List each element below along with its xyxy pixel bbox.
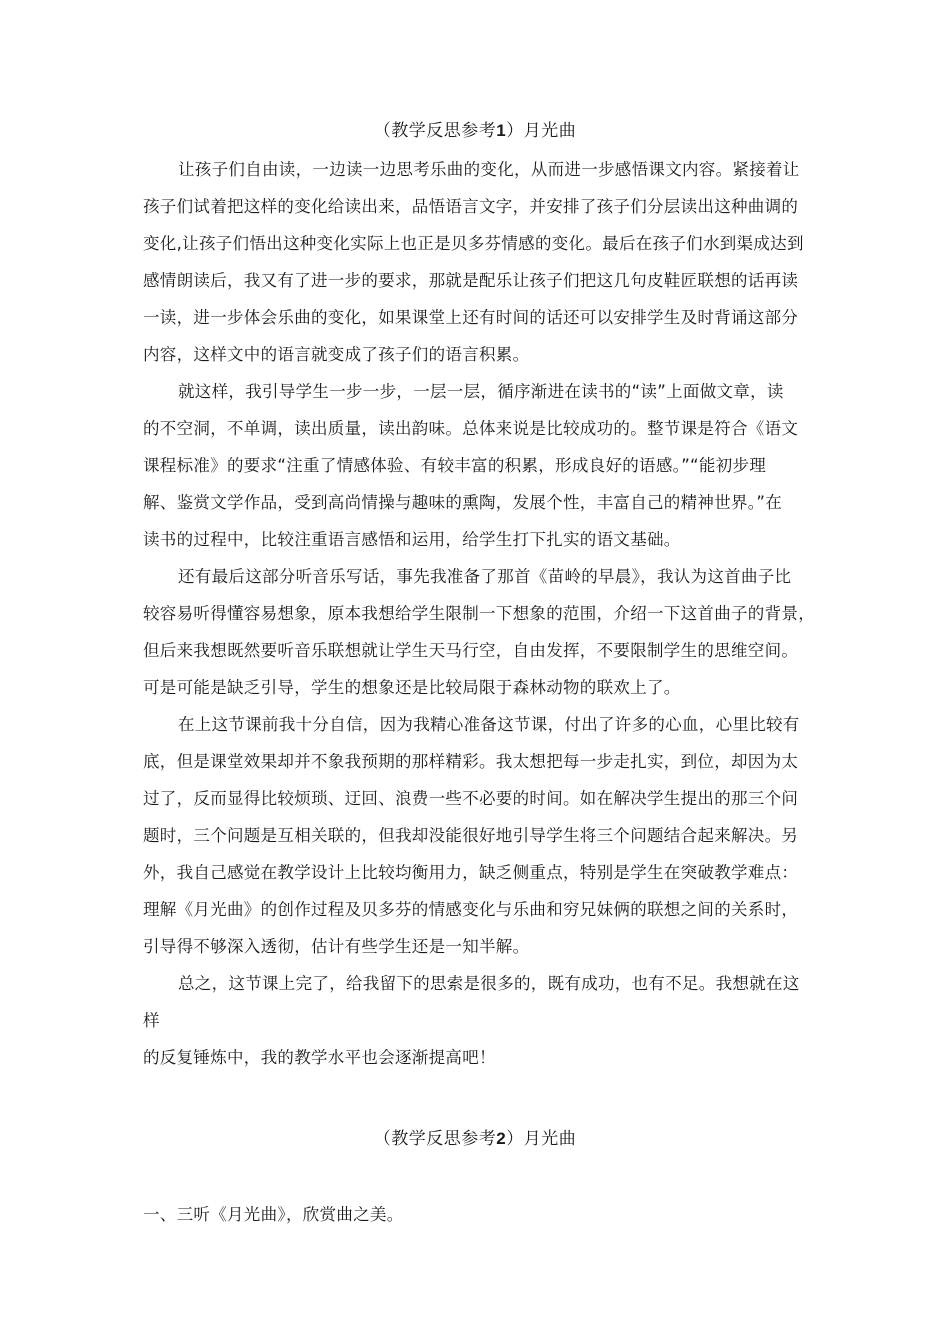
- p1-line: 感情朗读后，我又有了进一步的要求，那就是配乐让孩子们把这几句皮鞋匠联想的话再读: [143, 271, 799, 290]
- p1-line: 变化,让孩子们悟出这种变化实际上也正是贝多芬情感的变化。最后在孩子们水到渠成达到: [143, 234, 804, 253]
- p1-line: 内容，这样文中的语言就变成了孩子们的语言积累。: [143, 345, 530, 364]
- p4-line: 在上这节课前我十分自信，因为我精心准备这节课，付出了许多的心血，心里比较有: [178, 715, 800, 734]
- section2-body: [143, 1196, 809, 1233]
- p5-line: 的反复锤炼中，我的教学水平也会逐渐提高吧！: [143, 1048, 496, 1067]
- p4-line: 理解《月光曲》的创作过程及贝多芬的情感变化与乐曲和穷兄妹俩的联想之间的关系时，: [143, 900, 799, 919]
- p4-line: 底，但是课堂效果却并不象我预期的那样精彩。我太想把每一步走扎实，到位，却因为太: [143, 752, 799, 771]
- section2-title: （教学反思参考2）月光曲: [373, 1129, 577, 1149]
- p5-line: 样: [143, 1011, 160, 1030]
- p3-line: 可是可能是缺乏引导，学生的想象还是比较局限于森林动物的联欢上了。: [143, 678, 681, 697]
- p2-line: 就这样，我引导学生一步一步，一层一层，循序渐进在读书的“读”上面做文章，读: [178, 382, 784, 401]
- p2-line: 课程标准》的要求“注重了情感体验、有较丰富的积累，形成良好的语感。”“能初步理: [143, 456, 767, 475]
- p3-line: 较容易听得懂容易想象，原本我想给学生限制一下想象的范围，介绍一下这首曲子的背景，: [143, 604, 815, 623]
- p1-line: 让孩子们自由读，一边读一边思考乐曲的变化，从而进一步感悟课文内容。紧接着让: [178, 160, 800, 179]
- section1-body: [143, 151, 815, 1076]
- section1-title: （教学反思参考1）月光曲: [373, 121, 577, 141]
- p1-line: 孩子们试着把这样的变化给读出来，品悟语言文字，并安排了孩子们分层读出这种曲调的: [143, 197, 799, 216]
- p4-line: 题时，三个问题是互相关联的，但我却没能很好地引导学生将三个问题结合起来解决。另: [143, 826, 799, 845]
- p2-line: 读书的过程中，比较注重语言感悟和运用，给学生打下扎实的语文基础。: [143, 530, 681, 549]
- p2-line: 的不空洞，不单调，读出质量，读出韵味。总体来说是比较成功的。整节课是符合《语文: [143, 419, 799, 438]
- p4-line: 引导得不够深入透彻，估计有些学生还是一知半解。: [143, 937, 530, 956]
- section2-item1: 一、三听《月光曲》，欣赏曲之美。: [143, 1205, 404, 1224]
- p4-line: 外，我自己感觉在教学设计上比较均衡用力，缺乏侧重点，特别是学生在突破教学难点：: [143, 863, 799, 882]
- p4-line: 过了，反而显得比较烦琐、迂回、浪费一些不必要的时间。如在解决学生提出的那三个问: [143, 789, 799, 808]
- p3-line: 但后来我想既然要听音乐联想就让学生天马行空，自由发挥，不要限制学生的思维空间。: [143, 641, 799, 660]
- p3-line: 还有最后这部分听音乐写话，事先我准备了那首《苗岭的早晨》，我认为这首曲子比: [178, 567, 792, 586]
- p1-line: 一读，进一步体会乐曲的变化，如果课堂上还有时间的话还可以安排学生及时背诵这部分: [143, 308, 799, 327]
- p5-line: 总之，这节课上完了，给我留下的思索是很多的，既有成功，也有不足。我想就在这: [178, 974, 800, 993]
- p2-line: 解、鉴赏文学作品，受到高尚情操与趣味的熏陶，发展个性，丰富自己的精神世界。”在: [143, 493, 782, 512]
